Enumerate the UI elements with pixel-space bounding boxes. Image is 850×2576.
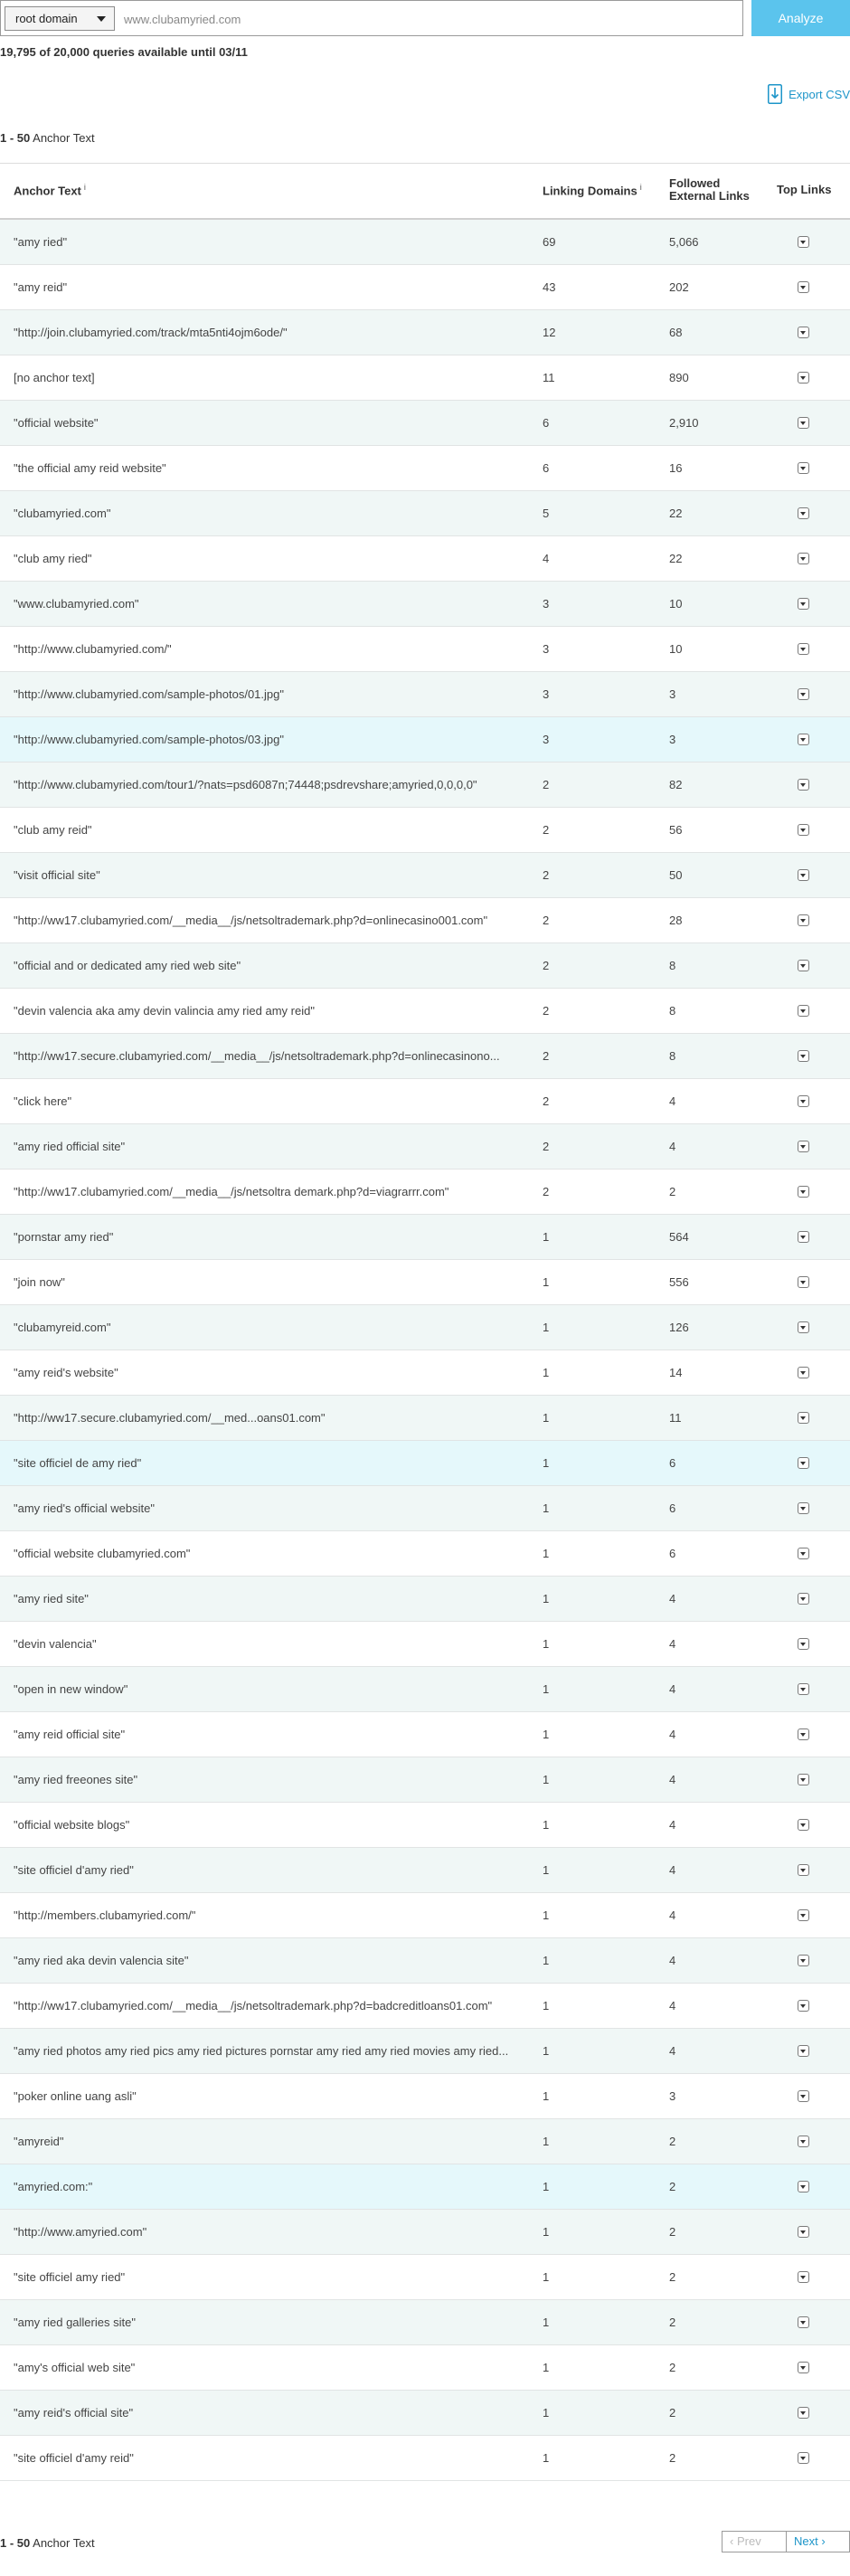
anchor-text-cell: "club amy ried" <box>14 552 92 565</box>
linking-domains-cell: 1 <box>543 2044 550 2058</box>
linking-domains-cell: 4 <box>543 552 550 565</box>
followed-links-cell: 56 <box>669 823 683 837</box>
anchor-text-table <box>0 163 850 2481</box>
table-row <box>0 1079 850 1124</box>
expand-top-links-icon[interactable] <box>798 2000 809 2012</box>
expand-top-links-icon[interactable] <box>798 2362 809 2373</box>
anchor-text-cell: "site officiel d'amy reid" <box>14 2451 134 2465</box>
table-row <box>0 1305 850 1350</box>
linking-domains-cell: 1 <box>543 1456 550 1470</box>
table-row <box>0 808 850 853</box>
followed-links-cell: 10 <box>669 642 683 656</box>
expand-top-links-icon[interactable] <box>798 914 809 926</box>
anchor-text-cell: "amyried.com:" <box>14 2180 93 2193</box>
table-row <box>0 1938 850 1984</box>
followed-links-cell: 4 <box>669 1728 676 1741</box>
linking-domains-cell: 1 <box>543 2361 550 2374</box>
expand-top-links-icon[interactable] <box>798 688 809 700</box>
linking-domains-cell: 1 <box>543 2180 550 2193</box>
expand-top-links-icon[interactable] <box>798 1819 809 1831</box>
anchor-text-cell: "club amy reid" <box>14 823 92 837</box>
linking-domains-cell: 2 <box>543 1140 550 1153</box>
anchor-text-cell: "www.clubamyried.com" <box>14 597 139 611</box>
table-row <box>0 1124 850 1170</box>
linking-domains-cell: 3 <box>543 597 550 611</box>
linking-domains-cell: 1 <box>543 2270 550 2284</box>
anchor-text-cell: "http://www.clubamyried.com/sample-photos/03.jpg" <box>14 733 284 746</box>
followed-links-cell: 4 <box>669 1682 676 1696</box>
followed-links-cell: 2 <box>669 2135 676 2148</box>
anchor-text-cell: "amy ried aka devin valencia site" <box>14 1954 189 1967</box>
expand-top-links-icon[interactable] <box>798 372 809 384</box>
followed-links-cell: 3 <box>669 2089 676 2103</box>
expand-top-links-icon[interactable] <box>798 598 809 610</box>
col-linking-domains-label: Linking Domains <box>543 184 638 198</box>
anchor-text-cell: "http://www.amyried.com" <box>14 2225 147 2239</box>
anchor-text-cell: "http://ww17.secure.clubamyried.com/__media__/js/netsoltrademark.php?d=onlinecasinono... <box>14 1049 500 1063</box>
expand-top-links-icon[interactable] <box>798 1276 809 1288</box>
followed-links-cell: 8 <box>669 1049 676 1063</box>
table-header <box>0 163 850 220</box>
linking-domains-cell: 6 <box>543 416 550 430</box>
col-linking-domains[interactable] <box>543 183 642 197</box>
scope-dropdown[interactable] <box>5 6 115 31</box>
table-row <box>0 1260 850 1305</box>
followed-links-cell: 22 <box>669 552 683 565</box>
followed-links-cell: 2 <box>669 2225 676 2239</box>
expand-top-links-icon[interactable] <box>798 734 809 745</box>
expand-top-links-icon[interactable] <box>798 1728 809 1740</box>
followed-links-cell: 3 <box>669 733 676 746</box>
range-span: 1 - 50 <box>0 2536 31 2550</box>
linking-domains-cell: 1 <box>543 1863 550 1877</box>
table-row <box>0 220 850 265</box>
expand-top-links-icon[interactable] <box>798 643 809 655</box>
anchor-text-cell: "amy reid's website" <box>14 1366 118 1379</box>
scope-dropdown-label: root domain <box>15 12 78 25</box>
table-row <box>0 1667 850 1712</box>
table-row <box>0 1396 850 1441</box>
col-followed-label-line1: Followed <box>669 176 721 190</box>
linking-domains-cell: 1 <box>543 1366 550 1379</box>
anchor-text-cell: "amy ried" <box>14 235 68 249</box>
linking-domains-cell: 11 <box>543 371 555 384</box>
anchor-text-cell: "amy reid" <box>14 280 68 294</box>
linking-domains-cell: 2 <box>543 959 550 972</box>
linking-domains-cell: 3 <box>543 687 550 701</box>
expand-top-links-icon[interactable] <box>798 2316 809 2328</box>
expand-top-links-icon[interactable] <box>798 1095 809 1107</box>
analyze-button[interactable]: Analyze <box>751 0 850 36</box>
expand-top-links-icon[interactable] <box>798 1548 809 1559</box>
anchor-text-cell: "amy reid official site" <box>14 1728 126 1741</box>
info-icon[interactable]: i <box>83 183 86 192</box>
table-body <box>0 220 850 2481</box>
expand-top-links-icon[interactable] <box>798 1231 809 1243</box>
linking-domains-cell: 69 <box>543 235 556 249</box>
table-row <box>0 898 850 943</box>
linking-domains-cell: 1 <box>543 1954 550 1967</box>
anchor-text-cell: "http://www.clubamyried.com/sample-photos/01.jpg" <box>14 687 284 701</box>
expand-top-links-icon[interactable] <box>798 2452 809 2464</box>
anchor-text-cell: "poker online uang asli" <box>14 2089 137 2103</box>
linking-domains-cell: 1 <box>543 1682 550 1696</box>
table-row <box>0 1848 850 1893</box>
expand-top-links-icon[interactable] <box>798 1321 809 1333</box>
followed-links-cell: 202 <box>669 280 689 294</box>
anchor-text-cell: "amy ried galleries site" <box>14 2316 136 2329</box>
anchor-text-cell: "official website" <box>14 416 99 430</box>
linking-domains-cell: 1 <box>543 1773 550 1786</box>
range-label: Anchor Text <box>33 2536 95 2550</box>
followed-links-cell: 4 <box>669 1863 676 1877</box>
table-row <box>0 2029 850 2074</box>
linking-domains-cell: 2 <box>543 1004 550 1018</box>
table-row <box>0 943 850 989</box>
range-top <box>0 131 95 145</box>
expand-top-links-icon[interactable] <box>798 1864 809 1876</box>
followed-links-cell: 14 <box>669 1366 683 1379</box>
anchor-text-cell: "devin valencia aka amy devin valincia amy ried amy reid" <box>14 1004 315 1018</box>
followed-links-cell: 4 <box>669 1908 676 1922</box>
anchor-text-cell: "http://join.clubamyried.com/track/mta5nti4ojm6ode/" <box>14 326 288 339</box>
table-row <box>0 762 850 808</box>
anchor-text-cell: [no anchor text] <box>14 371 95 384</box>
anchor-text-cell: "http://www.clubamyried.com/" <box>14 642 172 656</box>
anchor-text-cell: "visit official site" <box>14 868 100 882</box>
followed-links-cell: 4 <box>669 1094 676 1108</box>
followed-links-cell: 8 <box>669 959 676 972</box>
expand-top-links-icon[interactable] <box>798 824 809 836</box>
expand-top-links-icon[interactable] <box>798 1005 809 1017</box>
linking-domains-cell: 1 <box>543 2316 550 2329</box>
followed-links-cell: 2 <box>669 2361 676 2374</box>
table-row <box>0 1486 850 1531</box>
col-top-links: Top Links <box>777 183 832 196</box>
expand-top-links-icon[interactable] <box>798 507 809 519</box>
followed-links-cell: 4 <box>669 1818 676 1832</box>
linking-domains-cell: 1 <box>543 1999 550 2012</box>
followed-links-cell: 4 <box>669 1999 676 2012</box>
search-bar <box>0 0 850 40</box>
expand-top-links-icon[interactable] <box>798 1955 809 1966</box>
table-row <box>0 2391 850 2436</box>
expand-top-links-icon[interactable] <box>798 1638 809 1650</box>
followed-links-cell: 50 <box>669 868 683 882</box>
expand-top-links-icon[interactable] <box>798 1909 809 1921</box>
expand-top-links-icon[interactable] <box>798 417 809 429</box>
expand-top-links-icon[interactable] <box>798 1593 809 1605</box>
followed-links-cell: 890 <box>669 371 689 384</box>
linking-domains-cell: 2 <box>543 1185 550 1198</box>
linking-domains-cell: 1 <box>543 1321 550 1334</box>
expand-top-links-icon[interactable] <box>798 1502 809 1514</box>
linking-domains-cell: 1 <box>543 2135 550 2148</box>
table-row <box>0 717 850 762</box>
anchor-text-cell: "clubamyried.com" <box>14 507 111 520</box>
table-row <box>0 1622 850 1667</box>
table-row <box>0 2345 850 2391</box>
followed-links-cell: 6 <box>669 1547 676 1560</box>
col-followed-external-links[interactable] <box>669 177 750 203</box>
linking-domains-cell: 6 <box>543 461 550 475</box>
followed-links-cell: 564 <box>669 1230 689 1244</box>
expand-top-links-icon[interactable] <box>798 553 809 564</box>
table-row <box>0 1984 850 2029</box>
anchor-text-cell: "amy's official web site" <box>14 2361 136 2374</box>
anchor-text-cell: "http://members.clubamyried.com/" <box>14 1908 196 1922</box>
expand-top-links-icon[interactable] <box>798 2271 809 2283</box>
followed-links-cell: 2 <box>669 2451 676 2465</box>
anchor-text-cell: "amy ried photos amy ried pics amy ried pictures pornstar amy ried amy ried movies amy ried... <box>14 2044 509 2058</box>
followed-links-cell: 4 <box>669 1140 676 1153</box>
next-label: Next <box>794 2534 818 2548</box>
range-bottom <box>0 2536 95 2550</box>
linking-domains-cell: 3 <box>543 642 550 656</box>
followed-links-cell: 2 <box>669 2270 676 2284</box>
expand-top-links-icon[interactable] <box>798 236 809 248</box>
export-csv-button[interactable] <box>768 83 850 105</box>
next-button[interactable] <box>787 2531 850 2552</box>
table-row <box>0 2164 850 2210</box>
followed-links-cell: 4 <box>669 1954 676 1967</box>
anchor-text-cell: "site officiel d'amy ried" <box>14 1863 134 1877</box>
linking-domains-cell: 1 <box>543 1908 550 1922</box>
chevron-down-icon <box>97 16 106 22</box>
linking-domains-cell: 1 <box>543 2225 550 2239</box>
linking-domains-cell: 1 <box>543 2089 550 2103</box>
expand-top-links-icon[interactable] <box>798 1412 809 1424</box>
table-row <box>0 446 850 491</box>
range-span: 1 - 50 <box>0 131 31 145</box>
table-row <box>0 2300 850 2345</box>
table-row <box>0 2436 850 2481</box>
expand-top-links-icon[interactable] <box>798 2407 809 2419</box>
table-row <box>0 853 850 898</box>
table-row <box>0 2255 850 2300</box>
linking-domains-cell: 1 <box>543 1275 550 1289</box>
col-followed-label-line2: External Links <box>669 189 750 203</box>
info-icon[interactable]: i <box>639 183 642 192</box>
anchor-text-cell: "pornstar amy ried" <box>14 1230 114 1244</box>
anchor-text-cell: "amy ried official site" <box>14 1140 126 1153</box>
followed-links-cell: 126 <box>669 1321 689 1334</box>
linking-domains-cell: 1 <box>543 1637 550 1651</box>
expand-top-links-icon[interactable] <box>798 1186 809 1198</box>
followed-links-cell: 5,066 <box>669 235 699 249</box>
expand-top-links-icon[interactable] <box>798 327 809 338</box>
followed-links-cell: 28 <box>669 914 683 927</box>
linking-domains-cell: 1 <box>543 1411 550 1425</box>
expand-top-links-icon[interactable] <box>798 2181 809 2192</box>
anchor-text-cell: "official website clubamyried.com" <box>14 1547 191 1560</box>
expand-top-links-icon[interactable] <box>798 2136 809 2147</box>
url-input[interactable] <box>122 6 668 33</box>
col-anchor-text-label: Anchor Text <box>14 184 81 198</box>
anchor-text-cell: "amyreid" <box>14 2135 64 2148</box>
expand-top-links-icon[interactable] <box>798 2090 809 2102</box>
table-row <box>0 491 850 536</box>
followed-links-cell: 3 <box>669 687 676 701</box>
anchor-text-cell: "http://ww17.secure.clubamyried.com/__med...oans01.com" <box>14 1411 326 1425</box>
followed-links-cell: 2 <box>669 2180 676 2193</box>
anchor-text-cell: "official and or dedicated amy ried web site" <box>14 959 241 972</box>
anchor-text-cell: "join now" <box>14 1275 65 1289</box>
table-row <box>0 2210 850 2255</box>
chevron-right-icon: › <box>821 2534 826 2548</box>
table-row <box>0 1170 850 1215</box>
anchor-text-cell: "site officiel amy ried" <box>14 2270 126 2284</box>
expand-top-links-icon[interactable] <box>798 960 809 971</box>
expand-top-links-icon[interactable] <box>798 779 809 791</box>
anchor-text-cell: "open in new window" <box>14 1682 128 1696</box>
followed-links-cell: 22 <box>669 507 683 520</box>
expand-top-links-icon[interactable] <box>798 1457 809 1469</box>
expand-top-links-icon[interactable] <box>798 1774 809 1785</box>
followed-links-cell: 4 <box>669 1592 676 1605</box>
anchor-text-cell: "http://ww17.clubamyried.com/__media__/js/netsoltrademark.php?d=onlinecasino001.com" <box>14 914 488 927</box>
linking-domains-cell: 1 <box>543 2451 550 2465</box>
table-row <box>0 672 850 717</box>
expand-top-links-icon[interactable] <box>798 1367 809 1378</box>
quota-text: 19,795 of 20,000 queries available until 03/11 <box>0 45 248 59</box>
prev-label: Prev <box>736 2534 761 2548</box>
table-row <box>0 1350 850 1396</box>
col-anchor-text[interactable] <box>14 183 86 197</box>
table-row <box>0 582 850 627</box>
linking-domains-cell: 2 <box>543 823 550 837</box>
followed-links-cell: 2,910 <box>669 416 699 430</box>
table-row <box>0 1803 850 1848</box>
expand-top-links-icon[interactable] <box>798 1050 809 1062</box>
expand-top-links-icon[interactable] <box>798 2226 809 2238</box>
table-row <box>0 310 850 355</box>
expand-top-links-icon[interactable] <box>798 869 809 881</box>
followed-links-cell: 556 <box>669 1275 689 1289</box>
followed-links-cell: 11 <box>669 1411 682 1425</box>
table-row <box>0 401 850 446</box>
table-row <box>0 627 850 672</box>
table-row <box>0 536 850 582</box>
followed-links-cell: 6 <box>669 1501 676 1515</box>
expand-top-links-icon[interactable] <box>798 1683 809 1695</box>
followed-links-cell: 6 <box>669 1456 676 1470</box>
table-row <box>0 1215 850 1260</box>
anchor-text-cell: "amy ried site" <box>14 1592 89 1605</box>
followed-links-cell: 4 <box>669 1637 676 1651</box>
linking-domains-cell: 1 <box>543 1728 550 1741</box>
followed-links-cell: 82 <box>669 778 683 791</box>
table-row <box>0 1893 850 1938</box>
export-csv-label: Export CSV <box>789 87 850 101</box>
table-row <box>0 355 850 401</box>
linking-domains-cell: 5 <box>543 507 550 520</box>
linking-domains-cell: 12 <box>543 326 556 339</box>
followed-links-cell: 2 <box>669 2316 676 2329</box>
table-row <box>0 1757 850 1803</box>
followed-links-cell: 2 <box>669 1185 676 1198</box>
anchor-text-cell: "http://ww17.clubamyried.com/__media__/js/netsoltrademark.php?d=badcreditloans01.com" <box>14 1999 493 2012</box>
anchor-text-cell: "amy reid's official site" <box>14 2406 134 2420</box>
linking-domains-cell: 1 <box>543 1818 550 1832</box>
followed-links-cell: 16 <box>669 461 683 475</box>
search-box <box>0 0 743 36</box>
expand-top-links-icon[interactable] <box>798 2045 809 2057</box>
followed-links-cell: 10 <box>669 597 683 611</box>
anchor-text-cell: "official website blogs" <box>14 1818 130 1832</box>
linking-domains-cell: 2 <box>543 778 550 791</box>
followed-links-cell: 4 <box>669 2044 676 2058</box>
prev-button[interactable] <box>722 2531 787 2552</box>
table-row <box>0 1034 850 1079</box>
table-row <box>0 2119 850 2164</box>
anchor-text-cell: "http://www.clubamyried.com/tour1/?nats=psd6087n;74448;psdrevshare;amyried,0,0,0,0" <box>14 778 477 791</box>
pagination <box>722 2531 850 2552</box>
table-row <box>0 2074 850 2119</box>
download-icon <box>768 84 782 104</box>
followed-links-cell: 2 <box>669 2406 676 2420</box>
table-row <box>0 1531 850 1577</box>
anchor-text-cell: "amy ried's official website" <box>14 1501 155 1515</box>
anchor-text-cell: "devin valencia" <box>14 1637 97 1651</box>
followed-links-cell: 68 <box>669 326 683 339</box>
table-row <box>0 1441 850 1486</box>
expand-top-links-icon[interactable] <box>798 281 809 293</box>
expand-top-links-icon[interactable] <box>798 462 809 474</box>
table-row <box>0 265 850 310</box>
expand-top-links-icon[interactable] <box>798 1141 809 1152</box>
followed-links-cell: 8 <box>669 1004 676 1018</box>
linking-domains-cell: 2 <box>543 914 550 927</box>
anchor-text-cell: "site officiel de amy ried" <box>14 1456 142 1470</box>
linking-domains-cell: 1 <box>543 1230 550 1244</box>
linking-domains-cell: 2 <box>543 1049 550 1063</box>
linking-domains-cell: 1 <box>543 2406 550 2420</box>
linking-domains-cell: 3 <box>543 733 550 746</box>
anchor-text-cell: "http://ww17.clubamyried.com/__media__/js/netsoltra demark.php?d=viagrarrr.com" <box>14 1185 449 1198</box>
anchor-text-cell: "the official amy reid website" <box>14 461 166 475</box>
range-label: Anchor Text <box>33 131 95 145</box>
linking-domains-cell: 2 <box>543 868 550 882</box>
table-row <box>0 989 850 1034</box>
anchor-text-cell: "amy ried freeones site" <box>14 1773 138 1786</box>
anchor-text-cell: "clubamyreid.com" <box>14 1321 111 1334</box>
linking-domains-cell: 43 <box>543 280 556 294</box>
linking-domains-cell: 1 <box>543 1547 550 1560</box>
chevron-left-icon: ‹ <box>730 2534 734 2548</box>
linking-domains-cell: 1 <box>543 1592 550 1605</box>
followed-links-cell: 4 <box>669 1773 676 1786</box>
table-row <box>0 1712 850 1757</box>
linking-domains-cell: 1 <box>543 1501 550 1515</box>
table-row <box>0 1577 850 1622</box>
linking-domains-cell: 2 <box>543 1094 550 1108</box>
anchor-text-cell: "click here" <box>14 1094 72 1108</box>
